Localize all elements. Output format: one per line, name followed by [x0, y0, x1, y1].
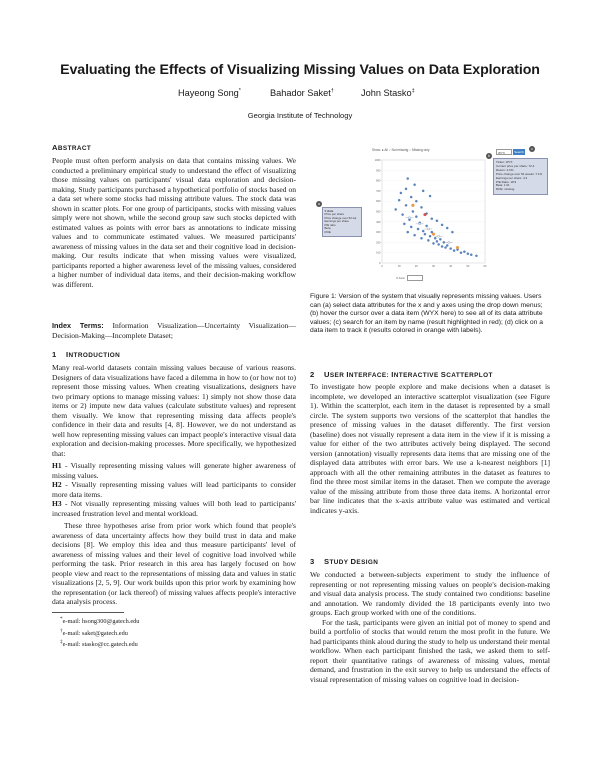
x-tick-label: 20 — [414, 265, 418, 268]
data-point[interactable] — [441, 224, 443, 226]
data-point[interactable] — [403, 223, 405, 225]
y-tick-label: 0 — [379, 262, 381, 265]
data-point[interactable] — [414, 184, 416, 186]
search-result-point[interactable] — [424, 213, 427, 216]
data-point[interactable] — [475, 255, 477, 257]
data-point[interactable] — [415, 200, 417, 202]
affiliation: Georgia Institute of Technology — [247, 111, 353, 120]
index-terms: Index Terms: Information Visualization—Uncertainty Visualization—Decision-Making—Incomplete Dataset; — [52, 321, 297, 340]
footnote-rule — [52, 612, 124, 613]
data-point[interactable] — [420, 206, 422, 208]
data-point[interactable] — [467, 253, 469, 255]
data-point[interactable] — [436, 240, 438, 242]
data-point[interactable] — [410, 226, 412, 228]
tracked-point[interactable] — [432, 233, 435, 236]
x-tick-label: 50 — [466, 265, 470, 268]
callout-a: a — [316, 201, 322, 207]
data-point[interactable] — [405, 204, 407, 206]
callout-c: c — [529, 146, 535, 152]
y-tick-label: 200 — [376, 241, 381, 245]
section3-body — [310, 570, 550, 684]
abstract-text: People must often perform analysis on data that contains missing values. We conducted a preliminary empirical study to understand the effect of visualizing those missing values on participants' visual data exploration and decision-making. Study participants purchased a hypothetical portfolio of stocks based on a data set where some stocks had missing attribute values. The stock data was shown in scatter plots. For one group of participants, stocks with missing values simply were not shown, while the second group saw such stocks depicted with estimated values as points with error bars as annotations to indicate missing values and to communicate estimated values. We measured participants' awareness of missing values in the data set and their cognitive load in decision-making. Our results indicate that when missing values were visualized, participants reported a higher awareness level of the missing values, considered a higher number of individual data items, and their decision-making workflow was different. — [52, 156, 296, 289]
data-point[interactable] — [431, 231, 433, 233]
data-point[interactable] — [439, 238, 441, 240]
y-tick-label: 600 — [376, 200, 381, 204]
figure-1 — [310, 143, 550, 288]
x-axis-selector[interactable]: X Axis: — [396, 275, 423, 281]
data-point[interactable] — [414, 234, 416, 236]
paper-title: Evaluating the Effects of Visualizing Missing Values on Data Exploration — [60, 62, 540, 78]
data-point[interactable] — [427, 239, 429, 241]
y-tick-label: 500 — [376, 210, 381, 214]
abstract-body — [52, 156, 296, 289]
x-tick-label: 30 — [432, 265, 435, 268]
data-point[interactable] — [470, 254, 472, 256]
section2-paragraph: To investigate how people explore and make decisions when a dataset is incomplete, we developed an interactive scatterplot visualization (see Figure 1). Within the scatterplot, each item in the dataset is represented by a small circle. The system supports two versions of the scatterplot that handles the presence of missing values in the dataset differently. The first version (baseline) does not visually represent a data item in the view if it is missing a value for either of the two attributes actively being displayed. The second version (annotation) visually represents data items that are missing one of the displayed data attributes with error bars. We use a k-nearest neighbors [1] approach with all the other remaining attributes in the dataset as features to find the three most similar items in the dataset. Then we compute the average value of the missing attribute from those three data items. A horizontal error bar line indicates that the x-axis attribute value was estimated and vertical indicates y-axis. — [310, 382, 550, 515]
intro-heading: 1 INTRODUCTION — [52, 350, 121, 359]
data-point[interactable] — [434, 237, 436, 239]
data-point[interactable] — [450, 247, 452, 249]
x-tick-labels — [381, 264, 487, 268]
data-point[interactable] — [415, 216, 417, 218]
footnote-2: †e-mail: saket@gatech.edu — [60, 627, 128, 637]
data-point[interactable] — [422, 230, 424, 232]
footnote-1: *e-mail: hsong300@gatech.edu — [60, 616, 140, 626]
y-tick-label: 400 — [376, 220, 381, 224]
x-tick-label: 60 — [483, 265, 487, 268]
data-point[interactable] — [424, 233, 426, 235]
section3-paragraph-1: We conducted a between-subjects experiment to study the influence of representing or not representing missing values on people's decision-making and visual data analysis process. The study contained two conditions: baseline and annotation. We randomly divided the 18 participants evenly into two groups. Each group worked with one of the conditions. — [310, 570, 550, 618]
section3-heading: 3 STUDY DESIGN — [310, 557, 379, 566]
search-input[interactable]: WYX — [496, 149, 512, 155]
data-point[interactable] — [408, 217, 410, 219]
data-point[interactable] — [400, 192, 402, 194]
hypothesis-3: H3 - Not visually representing missing values will both lead to participants' increased frustration level and mental workload. — [52, 499, 296, 518]
item-tooltip: Ticker: WYX Current price per share: 72.4 Return: 4.6% Price change over 52 weeks: 7.1% Earnings per share: 4.3 P/E Ratio: 18.9 Beta: 1.01 ROE: missing — [493, 158, 548, 195]
abstract-heading: ABSTRACT — [52, 143, 92, 152]
section2-heading: 2 USER INTERFACE: INTERACTIVE SCATTERPLOT — [310, 370, 493, 379]
hypothesis-1: H1 - Visually representing missing values will generate higher awareness of missing values. — [52, 461, 296, 480]
author-1: Hayeong Song* — [178, 88, 241, 99]
intro-body — [52, 363, 296, 607]
data-point[interactable] — [405, 188, 407, 190]
data-point[interactable] — [422, 190, 424, 192]
data-point[interactable] — [444, 246, 446, 248]
data-point[interactable] — [426, 225, 428, 227]
y-tick-label: 800 — [376, 179, 381, 183]
hypothesis-2: H2 - Visually representing missing values will lead participants to consider more data items. — [52, 480, 296, 499]
data-point[interactable] — [451, 231, 453, 233]
data-point[interactable] — [412, 210, 414, 212]
section3-paragraph-2: For the task, participants were given an initial pot of money to spend and build a portfolio of stocks that would return the most profit in the future. We had participants think aloud during the study to help us understand their mental workflow. When each participant finished the task, we asked them to self-report their quantitative ratings of awareness of missing values, mental demand, and frustration in the exit survey to help us understand the effects of visual representation of missing values on cognitive load in decision- — [310, 617, 550, 684]
x-tick-label: 10 — [397, 265, 401, 268]
data-point[interactable] — [417, 228, 419, 230]
intro-paragraph-1: Many real-world datasets contain missing values because of various reasons. Designers of data visualizations have faced a dilemma in how to (or how not to) represent those missing values. When creating visualizations, designers have two primary options to manage missing values: 1) simply not show those data items or 2) impute new data values (calculate substitute values) and represent them visually. We know that representing missing data affects people's confidence in their data and results [4, 8]. However, we do not understand as well how representing missing values can impact people's interactive visual data exploration and decision-making processes. More specifically, we hypothesized that: — [52, 363, 296, 458]
data-point[interactable] — [395, 208, 397, 210]
data-point[interactable] — [443, 241, 445, 243]
footnotes — [60, 615, 296, 650]
y-tick-label: 700 — [376, 189, 381, 193]
y-tick-label: 300 — [376, 231, 381, 235]
data-point[interactable] — [408, 219, 410, 221]
data-point[interactable] — [407, 231, 409, 233]
y-tick-label: 900 — [376, 169, 381, 173]
data-point[interactable] — [448, 241, 450, 243]
tracked-point[interactable] — [412, 204, 415, 207]
data-point[interactable] — [427, 228, 429, 230]
data-point[interactable] — [420, 237, 422, 239]
search-button[interactable]: Search — [514, 150, 524, 154]
callout-b: b — [486, 153, 492, 159]
data-point[interactable] — [398, 199, 400, 201]
filter-toolbar[interactable]: Show: ● All ○ Not missing ○ Missing only — [372, 148, 430, 152]
data-point[interactable] — [402, 213, 404, 215]
data-point[interactable] — [419, 223, 421, 225]
intro-paragraph-2: These three hypotheses arise from prior work which found that people's awareness of data uncertainty affects how they build trust in data and make decisions [8]. We employ this idea and thus measure participants' level of awareness of missing values and their level of cognitive load involved while performing the task. Prior research in this area has largely focused on how people view and react to the representations of missing data and values in static visualizations [2, 5, 9]. Our work builds upon this prior work by examining how the representation (or lack thereof) of missing values affects people's interactive data analysis process. — [52, 521, 296, 607]
y-tick-label: 1000 — [374, 159, 381, 162]
figure-caption: Figure 1: Version of the system that visually represents missing values. Users can (a) select data attributes for the x and y axes using the drop down menus; (b) hover the cursor over a data item (WYX here) to see all of its data attribute values; (c) search for an item by name (result highlighted in red); (d) click on a data item to track it (results colored in orange with labels). — [310, 293, 543, 335]
data-point[interactable] — [407, 177, 409, 179]
author-3: John Stasko‡ — [361, 88, 415, 99]
y-axis-dropdown[interactable]: Y Axis Price per share Price change over 52 wk Earnings per share P/E ratio Beta ROE — [322, 207, 362, 237]
data-point[interactable] — [446, 244, 448, 246]
data-point[interactable] — [410, 196, 412, 198]
x-tick-label: 40 — [449, 265, 453, 268]
footnote-3: ‡e-mail: stasko@cc.gatech.edu — [60, 639, 138, 649]
data-point[interactable] — [429, 235, 431, 237]
data-point[interactable] — [441, 245, 443, 247]
data-point[interactable] — [438, 243, 440, 245]
data-point[interactable] — [438, 235, 440, 237]
section2-body — [310, 382, 550, 515]
data-point[interactable] — [460, 252, 462, 254]
y-tick-labels — [375, 158, 381, 265]
data-point[interactable] — [463, 251, 465, 253]
data-point[interactable] — [432, 242, 434, 244]
data-point[interactable] — [446, 227, 448, 229]
tracked-point[interactable] — [456, 246, 459, 249]
scatterplot[interactable] — [372, 158, 487, 273]
x-tick-label: 0 — [381, 265, 383, 268]
data-point[interactable] — [453, 250, 455, 252]
data-point[interactable] — [436, 220, 438, 222]
data-point[interactable] — [429, 195, 431, 197]
y-tick-label: 100 — [376, 251, 381, 255]
author-2: Bahador Saket† — [270, 88, 334, 99]
data-point[interactable] — [431, 218, 433, 220]
